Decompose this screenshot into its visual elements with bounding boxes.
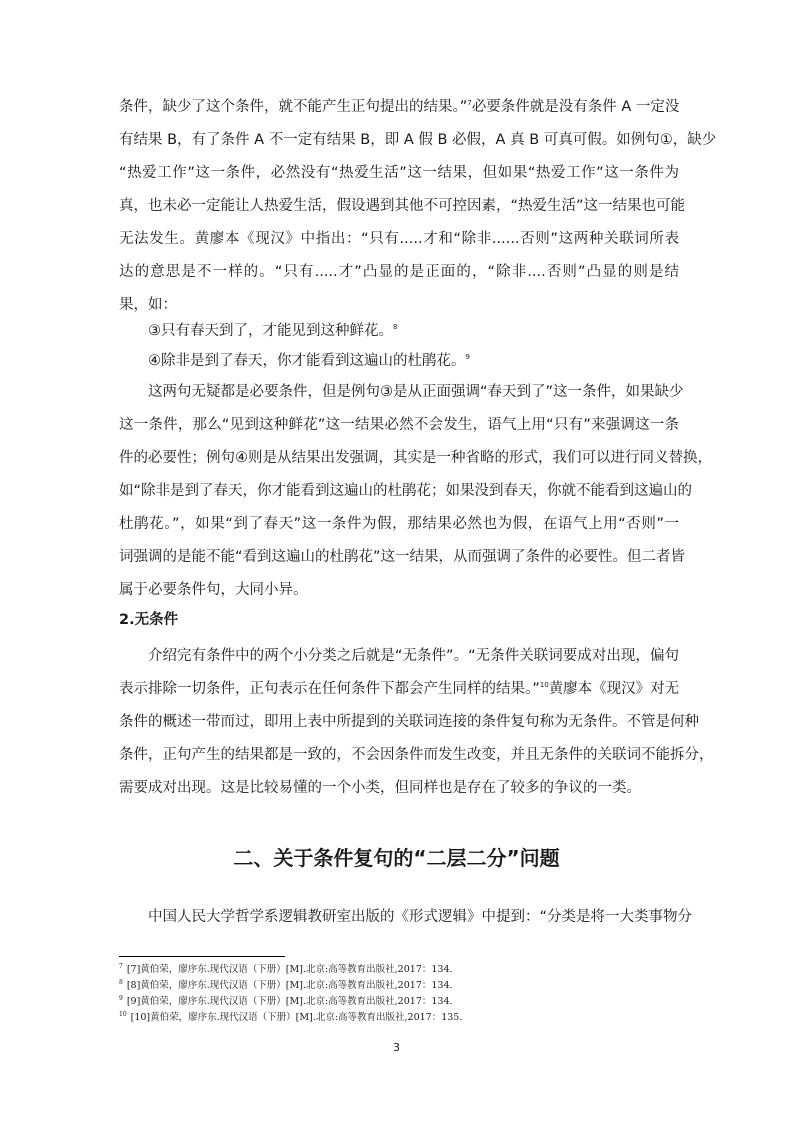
body-line: 果，如： xyxy=(119,297,177,313)
footnote-mark: 7 xyxy=(467,99,472,107)
chapter-title: 二、关于条件复句的“二层二分”问题 xyxy=(233,846,560,870)
body-line: 达的意思是不一样的。“只有.....才”凸显的是正面的，“除非....否则”凸显的则是结 xyxy=(119,264,679,280)
body-line: 条件，正句产生的结果都是一致的，不会因条件而发生改变，并且无条件的关联词不能拆分， xyxy=(119,747,714,763)
body-line: “热爱工作”这一条件，必然没有“热爱生活”这一结果，但如果“热爱工作”这一条件为 xyxy=(119,165,679,181)
section-subheading: 2.无条件 xyxy=(119,612,179,628)
body-line: 件的必要性；例句④则是从结果出发强调，其实是一种省略的形式，我们可以进行同义替换， xyxy=(119,450,712,466)
page-number: 3 xyxy=(393,1041,400,1054)
footnote-separator xyxy=(119,956,285,957)
footnote-mark: 8 xyxy=(393,323,398,331)
body-line: 介绍完有条件中的两个小分类之后就是“无条件”。“无条件关联词要成对出现，偏句 xyxy=(148,648,679,664)
body-line: 条件，缺少了这个条件，就不能产生正句提出的结果。”$^7$必要条件就是没有条件 A 一定没 xyxy=(119,99,680,115)
footnote: $^7$ [7]黄伯荣，廖序东.现代汉语（下册）[M].北京:高等教育出版社,2017：134. xyxy=(119,963,453,975)
body-line: 条件的概述一带而过，即用上表中所提到的关联词连接的条件复句称为无条件。不管是何种 xyxy=(119,714,699,730)
example-sentence: ③只有春天到了，才能见到这种鲜花。$^8$ xyxy=(148,323,398,339)
body-line: 这一条件，那么“见到这种鲜花”这一结果必然不会发生，语气上用“只有”来强调这一条 xyxy=(119,417,679,433)
body-line: 属于必要条件句，大同小异。 xyxy=(119,582,308,598)
body-line: 无法发生。黄廖本《现汉》中指出：“只有.....才和“除非......否则”这两种关联词所表 xyxy=(119,231,679,247)
body-line: 词强调的是能不能“看到这遍山的杜鹃花”这一结果，从而强调了条件的必要性。但二者皆 xyxy=(119,549,686,565)
example-sentence: ④除非是到了春天，你才能看到这遍山的杜鹃花。$^9$ xyxy=(148,353,470,369)
footnote: $^{10}$ [10]黄伯荣，廖序东.现代汉语（下册）[M].北京:高等教育出版社,2017：135. xyxy=(119,1011,463,1023)
body-line: 表示排除一切条件，正句表示在任何条件下都会产生同样的结果。”$^{10}$黄廖本《现汉》对无 xyxy=(119,681,680,697)
footnote: $^8$ [8]黄伯荣，廖序东.现代汉语（下册）[M].北京:高等教育出版社,2017：134. xyxy=(119,979,453,991)
body-line: 杜鹃花。”，如果“到了春天”这一条件为假，那结果必然也为假，在语气上用“否则”一 xyxy=(119,516,679,532)
footnote-mark: 10 xyxy=(539,681,549,689)
body-line: 中国人民大学哲学系逻辑教研室出版的《形式逻辑》中提到：“分类是将一大类事物分 xyxy=(148,909,693,925)
body-line: 这两句无疑都是必要条件，但是例句③是从正面强调“春天到了”这一条件，如果缺少 xyxy=(148,384,684,400)
body-line: 如“除非是到了春天，你才能看到这遍山的杜鹃花；如果没到春天，你就不能看到这遍山的 xyxy=(119,483,693,499)
body-line: 有结果 B，有了条件 A 不一定有结果 B，即 A 假 B 必假，A 真 B 可真可假。如例句①，缺少 xyxy=(119,132,717,148)
body-line: 需要成对出现。这是比较易懂的一个小类，但同样也是存在了较多的争议的一类。 xyxy=(119,780,641,796)
footnote-mark: 9 xyxy=(465,353,470,361)
footnote: $^9$ [9]黄伯荣，廖序东.现代汉语（下册）[M].北京:高等教育出版社,2017：134. xyxy=(119,995,453,1007)
body-line: 真，也未必一定能让人热爱生活，假设遇到其他不可控因素，“热爱生活”这一结果也可能 xyxy=(119,198,686,214)
